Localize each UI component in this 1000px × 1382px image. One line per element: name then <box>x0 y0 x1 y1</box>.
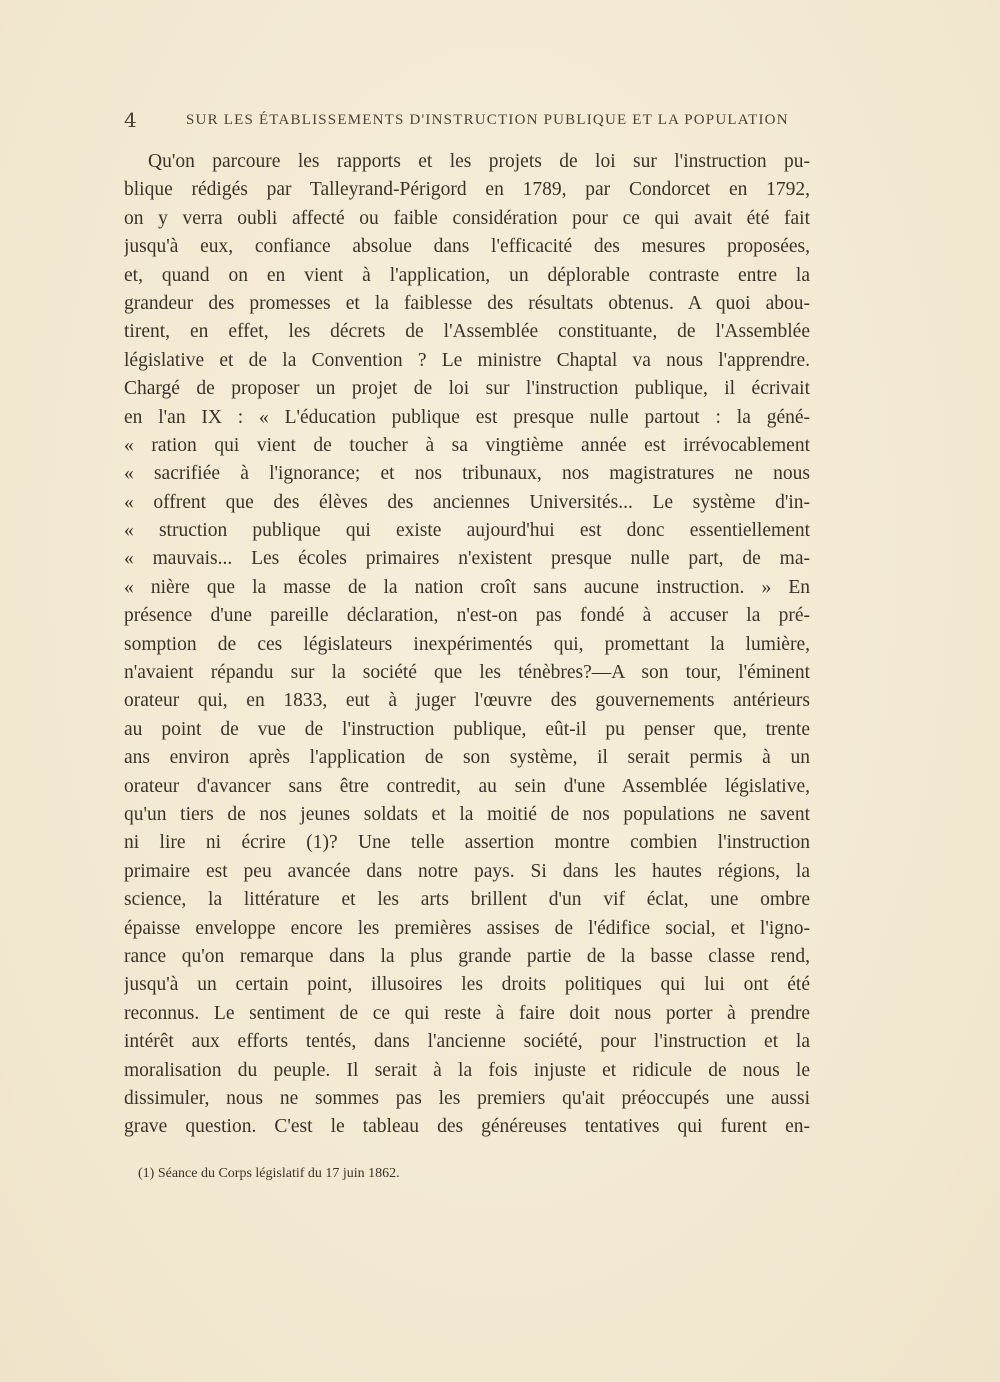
text-line: et, quand on en vient à l'application, un déplorable contraste entre la <box>124 264 810 286</box>
text-line: épaisse enveloppe encore les premières assises de l'édifice social, et l'igno- <box>124 917 810 939</box>
text-line: on y verra oubli affecté ou faible considération pour ce qui avait été fait <box>124 207 810 229</box>
text-line: au point de vue de l'instruction publique, eût-il pu penser que, trente <box>124 718 810 740</box>
text-line: intérêt aux efforts tentés, dans l'ancienne société, pour l'instruction et la <box>124 1031 810 1053</box>
footnote: (1) Séance du Corps législatif du 17 juin 1862. <box>138 1166 400 1181</box>
text-line: « ration qui vient de toucher à sa vingtième année est irrévocablement <box>124 434 810 456</box>
text-line: science, la littérature et les arts brillent d'un vif éclat, une ombre <box>124 889 810 911</box>
text-line: blique rédigés par Talleyrand-Périgord en 1789, par Condorcet en 1792, <box>124 179 810 201</box>
text-line: « nière que la masse de la nation croît sans aucune instruction. » En <box>124 576 810 598</box>
text-line: jusqu'à un certain point, illusoires les droits politiques qui lui ont été <box>124 974 810 996</box>
text-line: orateur qui, en 1833, eut à juger l'œuvre des gouvernements antérieurs <box>124 690 810 712</box>
text-line: ans environ après l'application de son système, il serait permis à un <box>124 747 810 769</box>
body-text <box>124 148 810 1142</box>
text-line: « mauvais... Les écoles primaires n'existent presque nulle part, de ma- <box>124 548 810 570</box>
text-line: jusqu'à eux, confiance absolue dans l'efficacité des mesures proposées, <box>124 236 810 258</box>
text-line: dissimuler, nous ne sommes pas les premiers qu'ait préoccupés une aussi <box>124 1087 810 1109</box>
text-line: rance qu'on remarque dans la plus grande partie de la basse classe rend, <box>124 945 810 967</box>
running-title: SUR LES ÉTABLISSEMENTS D'INSTRUCTION PUBLIQUE ET LA POPULATION <box>186 112 789 128</box>
text-line: grandeur des promesses et la faiblesse des résultats obtenus. A quoi abou- <box>124 292 810 314</box>
text-line: somption de ces législateurs inexpérimentés qui, promettant la lumière, <box>124 633 810 655</box>
text-line: Qu'on parcoure les rapports et les projets de loi sur l'instruction pu- <box>148 151 810 172</box>
text-line: « sacrifiée à l'ignorance; et nos tribunaux, nos magistratures ne nous <box>124 463 810 485</box>
text-line: reconnus. Le sentiment de ce qui reste à faire doit nous porter à prendre <box>124 1002 810 1024</box>
text-line: n'avaient répandu sur la société que les ténèbres?—A son tour, l'éminent <box>124 662 810 684</box>
text-line: orateur d'avancer sans être contredit, au sein d'une Assemblée législative, <box>124 775 810 797</box>
text-line: Chargé de proposer un projet de loi sur l'instruction publique, il écrivait <box>124 378 810 400</box>
text-line: grave question. C'est le tableau des généreuses tentatives qui furent en- <box>124 1116 810 1138</box>
text-line: qu'un tiers de nos jeunes soldats et la moitié de nos populations ne savent <box>124 803 810 825</box>
text-line: législative et de la Convention ? Le ministre Chaptal va nous l'apprendre. <box>124 349 810 371</box>
text-line: ni lire ni écrire (1)? Une telle assertion montre combien l'instruction <box>124 832 810 854</box>
text-line: tirent, en effet, les décrets de l'Assemblée constituante, de l'Assemblée <box>124 321 810 343</box>
page-number: 4 <box>124 108 137 132</box>
text-line: « struction publique qui existe aujourd'hui est donc essentiellement <box>124 520 810 542</box>
text-line: présence d'une pareille déclaration, n'est-on pas fondé à accuser la pré- <box>124 605 810 627</box>
running-head <box>124 108 789 136</box>
text-line: « offrent que des élèves des anciennes Universités... Le système d'in- <box>124 491 810 513</box>
text-line: primaire est peu avancée dans notre pays. Si dans les hautes régions, la <box>124 860 810 882</box>
text-line: moralisation du peuple. Il serait à la fois injuste et ridicule de nous le <box>124 1059 810 1081</box>
text-line: en l'an IX : « L'éducation publique est presque nulle partout : la géné- <box>124 406 810 428</box>
